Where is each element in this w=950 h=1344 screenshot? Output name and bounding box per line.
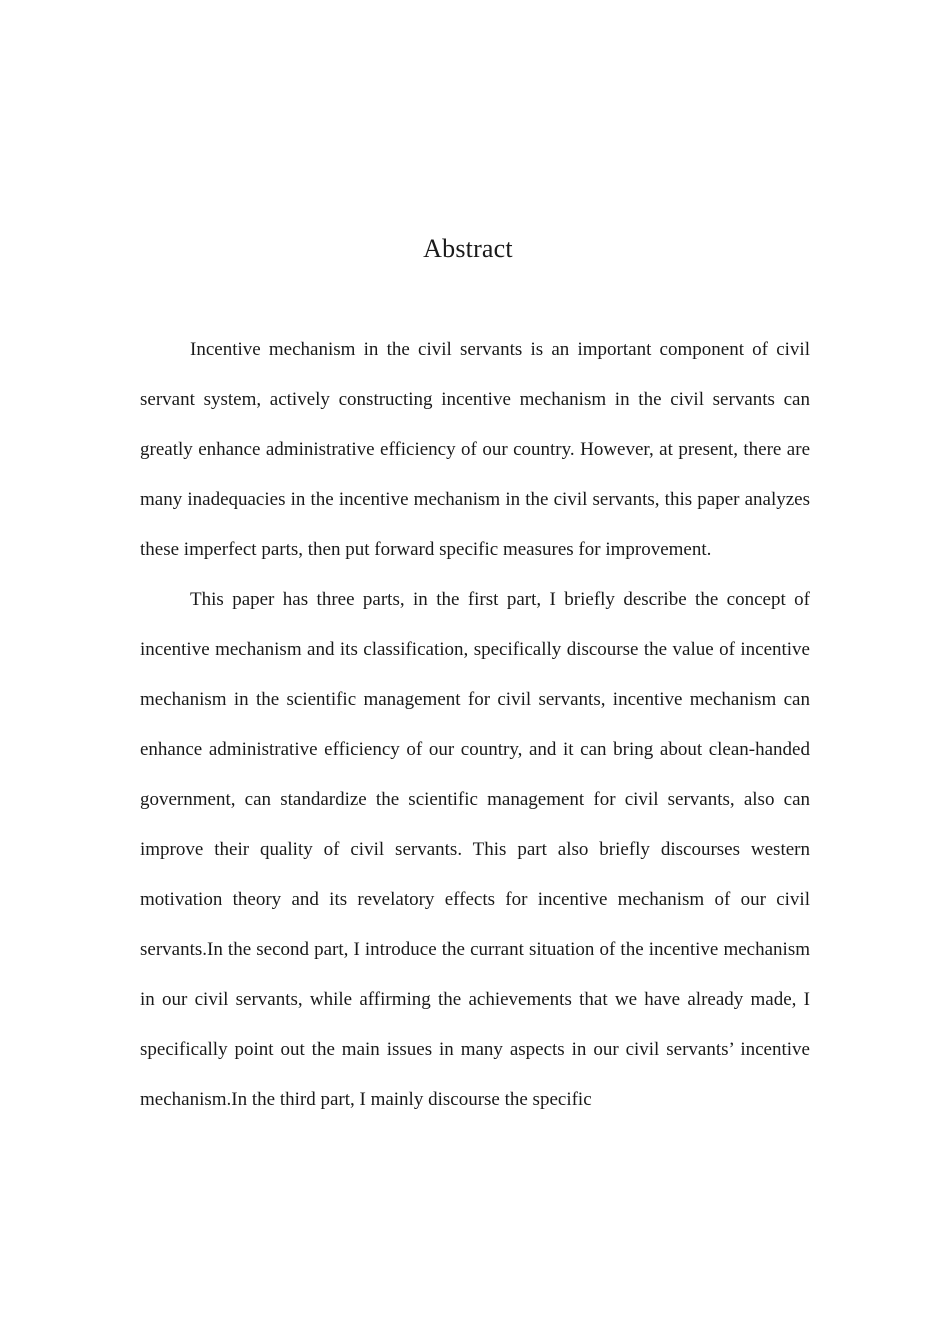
page-title: Abstract <box>423 234 513 263</box>
abstract-body <box>140 325 810 1125</box>
abstract-paragraph-1: Incentive mechanism in the civil servants is an important component of civil servant system, actively constructing incentive mechanism in the civil servants can greatly enhance administrative efficiency of our country. However, at present, there are many inadequacies in the incentive mechanism in the civil servants, this paper analyzes these imperfect parts, then put forward specific measures for improvement. <box>140 339 810 560</box>
abstract-paragraph-2: This paper has three parts, in the first part, I briefly describe the concept of incentive mechanism and its classification, specifically discourse the value of incentive mechanism in the scientific management for civil servants, incentive mechanism can enhance administrative efficiency of our country, and it can bring about clean-handed government, can standardize the scientific management for civil servants, also can improve their quality of civil servants. This part also briefly discourses western motivation theory and its revelatory effects for incentive mechanism of our civil servants.In the second part, I introduce the currant situation of the incentive mechanism in our civil servants, while affirming the achievements that we have already made, I specifically point out the main issues in many aspects in our civil servants’ incentive mechanism.In the third part, I mainly discourse the specific <box>140 589 810 1110</box>
